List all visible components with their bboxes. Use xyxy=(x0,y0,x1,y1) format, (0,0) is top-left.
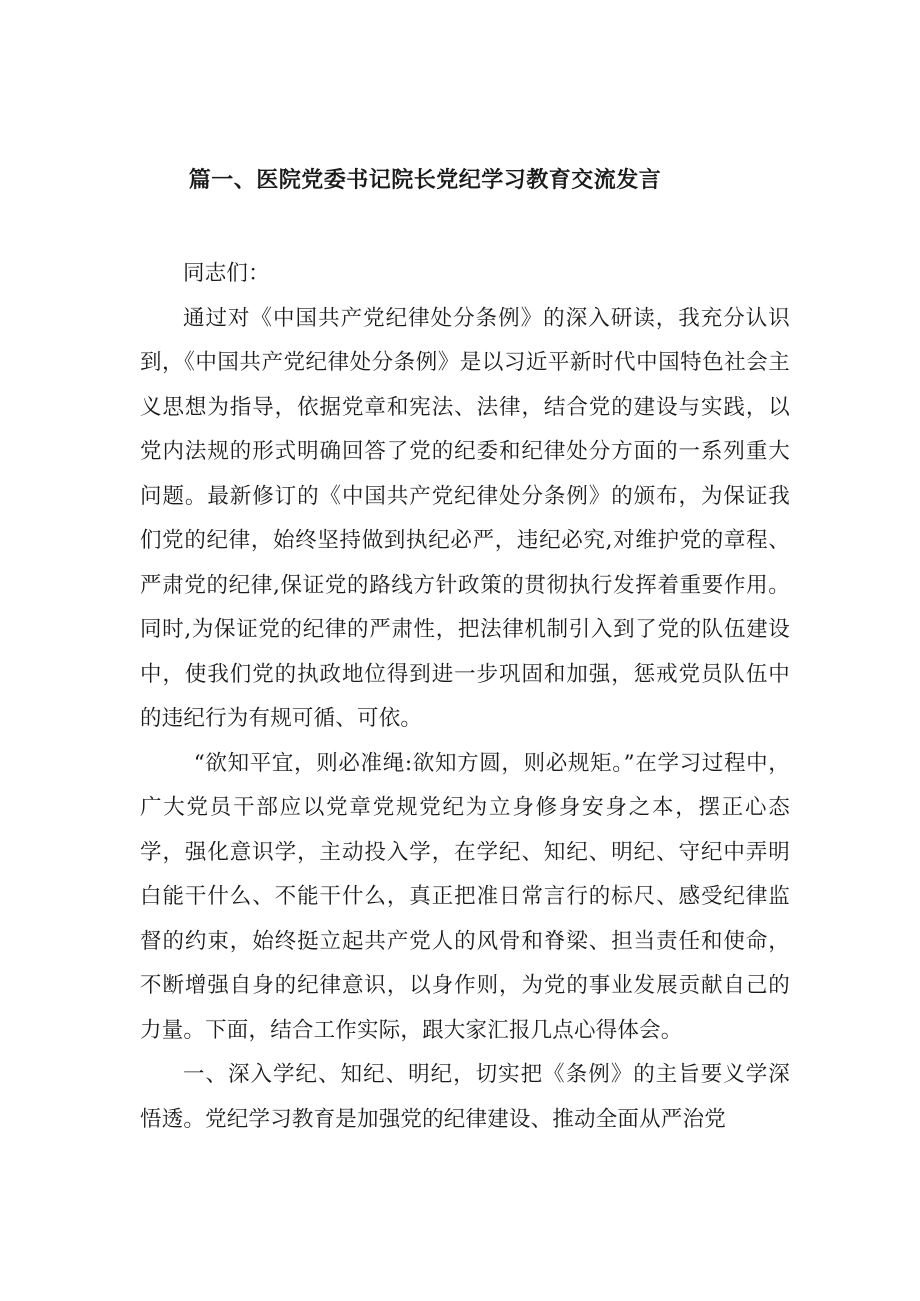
paragraph-quote: “欲知平宜，则必准绳:欲知方圆，则必规矩。”在学习过程中，广大党员干部应以党章党规党纪为立身修身安身之本，摆正心态学，强化意识学，主动投入学，在学纪、知纪、明纪、守纪中弄明白能干什么、不能干什么，真正把准日常言行的标尺、感受纪律监督的约束，始终挺立起共产党人的风骨和脊梁、担当责任和使命，不断增强自身的纪律意识，以身作则，为党的事业发展贡献自己的力量。下面，结合工作实际，跟大家汇报几点心得体会。 xyxy=(140,750,790,1043)
document-title: 篇一、医院党委书记院长党纪学习教育交流发言 xyxy=(188,168,662,193)
salutation: 同志们： xyxy=(183,261,270,286)
paragraph-intro: 通过对《中国共产党纪律处分条例》的深入研读，我充分认识到，《中国共产党纪律处分条例》是以习近平新时代中国特色社会主义思想为指导，依据党章和宪法、法律，结合党的建设与实践，以党内法规的形式明确回答了党的纪委和纪律处分方面的一系列重大问题。最新修订的《中国共产党纪律处分条例》的颁布，为保证我们党的纪律，始终坚持做到执纪必严，违纪必究,对维护党的章程、严肃党的纪律,保证党的路线方针政策的贯彻执行发挥着重要作用。同时,为保证党的纪律的严肃性，把法律机制引入到了党的队伍建设中，使我们党的执政地位得到进一步巩固和加强，惩戒党员队伍中的违纪行为有规可循、可依。 xyxy=(140,305,790,731)
paragraph-section-one: 一、深入学纪、知纪、明纪，切实把《条例》的主旨要义学深悟透。党纪学习教育是加强党的纪律建设、推动全面从严治党 xyxy=(140,1062,790,1132)
document-body xyxy=(140,252,790,1142)
